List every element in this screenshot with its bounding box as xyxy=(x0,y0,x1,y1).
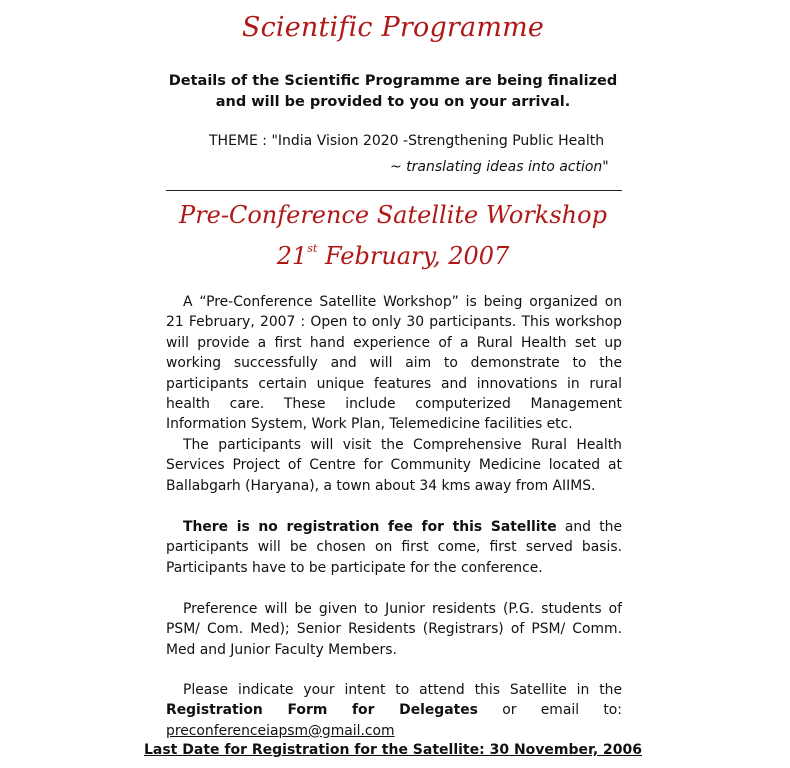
programme-notice xyxy=(0,71,786,113)
fee-highlight: There is no registration fee for this Satellite xyxy=(183,519,557,535)
theme-tagline: ~ translating ideas into action" xyxy=(390,159,609,175)
notice-line-1: Details of the Scientific Programme are being finalized xyxy=(168,73,618,89)
date-suffix: st xyxy=(307,242,318,255)
registration-text-b: or email to: xyxy=(477,702,622,719)
email-link[interactable]: preconferenceiapsm@gmail.com xyxy=(166,722,395,739)
workshop-date xyxy=(0,232,786,273)
divider xyxy=(166,190,622,191)
page-title: Scientific Programme xyxy=(241,12,545,43)
workshop-heading xyxy=(0,198,786,273)
registration-form-name: Registration Form for Delegates xyxy=(166,702,478,719)
paragraph-preference: Preference will be given to Junior residents (P.G. students of PSM/ Com. Med); Senior Residents (Registrars) of PSM/ Comm. Med and Junior Faculty Members. xyxy=(166,601,622,658)
workshop-title: Pre-Conference Satellite Workshop xyxy=(179,201,607,229)
date-day: 21 xyxy=(276,242,308,270)
paragraph-registration xyxy=(166,680,622,741)
paragraph-fee xyxy=(166,517,622,578)
paragraph-visit: The participants will visit the Comprehensive Rural Health Services Project of Centre for Community Medicine located at Ballabgarh (Haryana), a town about 34 kms away from AIIMS. xyxy=(166,437,622,494)
paragraph-intro: A “Pre-Conference Satellite Workshop” is being organized on 21 February, 2007 : Open to only 30 participants. This workshop will provide a first hand experience of a Rural Health set up working successfully and will aim to demonstrate to the participants certain unique features and innovations in rural health care. These include computerized Management Information System, Work Plan, Telemedicine facilities etc. xyxy=(166,294,622,433)
registration-deadline: Last Date for Registration for the Satellite: 30 November, 2006 xyxy=(143,742,643,758)
theme-text: THEME : "India Vision 2020 -Strengthening Public Health xyxy=(209,133,605,149)
date-month-year: February, 2007 xyxy=(324,242,510,270)
registration-text-a: Please indicate your intent to attend this Satellite in the xyxy=(183,682,622,698)
fee-detail: and the participants will be chosen on first come, first served basis. Participants have to be participate for the conference. xyxy=(166,519,622,576)
notice-line-2: and will be provided to you on your arrival. xyxy=(215,94,571,110)
